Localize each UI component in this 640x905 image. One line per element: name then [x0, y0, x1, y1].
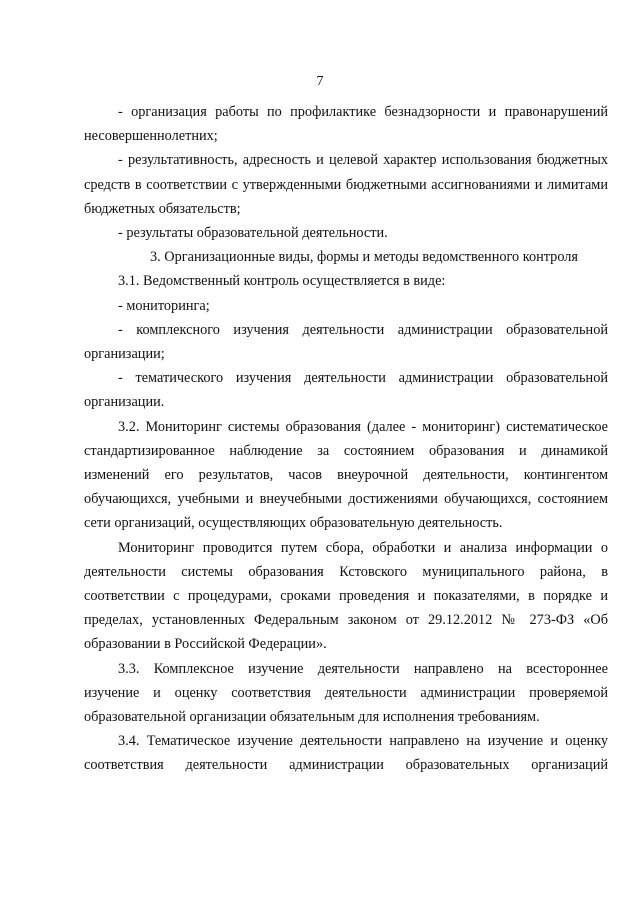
text-line: обучающихся, учебными и внеучебными достижениями обучающихся, состоянием: [84, 491, 608, 508]
text-line: соответствии с процедурами, сроками проведения и показателями, в порядке и: [84, 588, 608, 605]
text-line: изменений его результатов, часов внеурочной деятельности, контингентом: [84, 467, 608, 484]
document-body: [84, 100, 608, 778]
text-line: Мониторинг проводится путем сбора, обработки и анализа информации о: [118, 539, 608, 556]
paragraph: [84, 269, 608, 293]
text-line: - мониторинга;: [118, 297, 210, 314]
text-line: стандартизированное наблюдение за состоянием образования и динамикой: [84, 442, 608, 459]
paragraph: [84, 536, 608, 657]
text-line: - тематического изучения деятельности администрации образовательной: [118, 370, 608, 387]
section-heading: [84, 245, 608, 269]
paragraph: [84, 318, 608, 366]
paragraph: [84, 366, 608, 414]
text-line: 3.1. Ведомственный контроль осуществляется в виде:: [118, 273, 446, 290]
text-line: образовании в Российской Федерации».: [84, 636, 327, 653]
text-line: 3.3. Комплексное изучение деятельности направлено на всестороннее: [118, 660, 608, 677]
paragraph: [84, 729, 608, 777]
text-line: - организация работы по профилактике безнадзорности и правонарушений: [118, 104, 608, 120]
text-line: сети организаций, осуществляющих образовательную деятельность.: [84, 515, 503, 532]
text-line: - результаты образовательной деятельности.: [118, 225, 388, 242]
text-line: организации.: [84, 394, 165, 411]
text-line: пределах, установленных Федеральным законом от 29.12.2012 № 273-ФЗ «Об: [84, 612, 608, 629]
text-line: несовершеннолетних;: [84, 128, 218, 145]
text-line: организации;: [84, 346, 165, 363]
text-line: средств в соответствии с утвержденными бюджетными ассигнованиями и лимитами: [84, 176, 608, 193]
text-line: деятельности системы образования Кстовского муниципального района, в: [84, 563, 608, 580]
text-line: 3.2. Мониторинг системы образования (далее - мониторинг) систематическое: [118, 418, 608, 435]
paragraph: [84, 221, 608, 245]
paragraph: [84, 415, 608, 536]
text-line: - комплексного изучения деятельности администрации образовательной: [118, 321, 608, 338]
paragraph: [84, 148, 608, 221]
paragraph: [84, 657, 608, 730]
text-line: образовательной организации обязательным для исполнения требованиям.: [84, 709, 540, 726]
text-line: бюджетных обязательств;: [84, 200, 241, 217]
text-line: изучение и оценку соответствия деятельности администрации проверяемой: [84, 684, 608, 701]
text-line: соответствия деятельности администрации образовательных организаций: [84, 757, 608, 774]
text-line: - результативность, адресность и целевой характер использования бюджетных: [118, 152, 608, 169]
paragraph: [84, 100, 608, 148]
text-line: 3. Организационные виды, формы и методы ведомственного контроля: [150, 249, 578, 266]
text-line: 3.4. Тематическое изучение деятельности направлено на изучение и оценку: [118, 733, 608, 750]
paragraph: [84, 294, 608, 318]
page-number: 7: [316, 74, 324, 89]
